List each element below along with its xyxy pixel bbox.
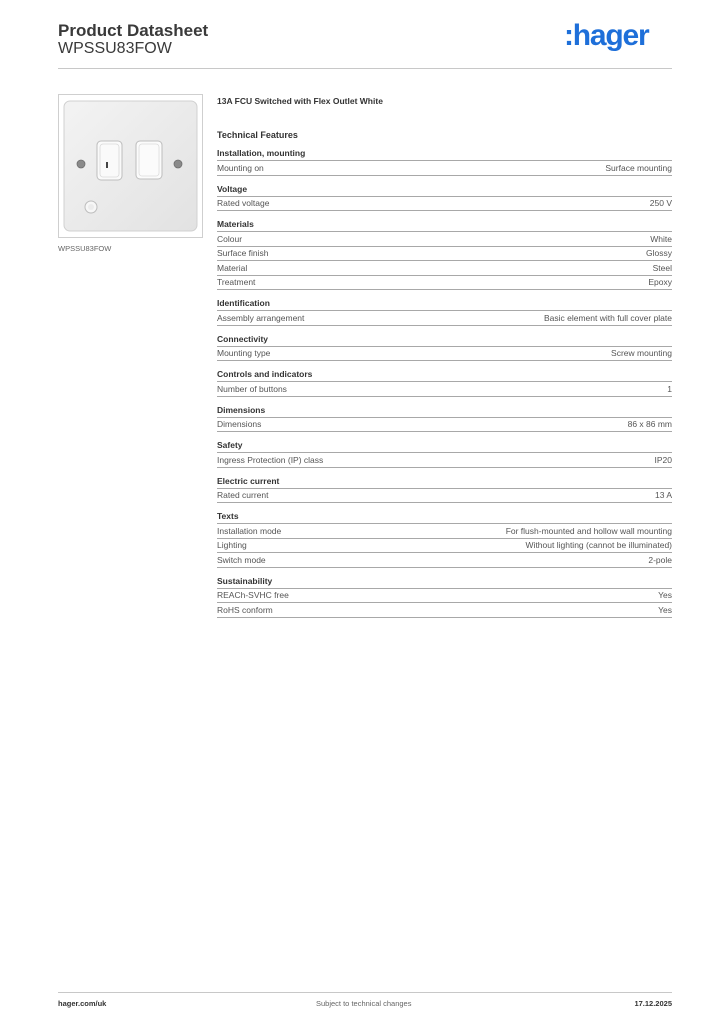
group-title: Dimensions (217, 405, 672, 418)
feature-label: REACh-SVHC free (217, 590, 289, 601)
feature-row (217, 453, 672, 468)
page-footer (58, 999, 672, 1011)
feature-group (217, 476, 672, 504)
feature-row (217, 197, 672, 212)
feature-label: Switch mode (217, 554, 266, 565)
feature-value: 250 V (649, 198, 672, 209)
feature-value: White (650, 233, 672, 244)
datasheet-content (217, 96, 672, 618)
feature-value: 86 x 86 mm (627, 419, 672, 430)
document-title: Product Datasheet (58, 21, 209, 40)
feature-value: 13 A (654, 490, 672, 501)
feature-row (217, 347, 672, 362)
feature-row (217, 489, 672, 504)
feature-group (217, 576, 672, 618)
page-header (58, 20, 672, 70)
footer-website: hager.com/uk (58, 999, 107, 1008)
feature-row (217, 418, 672, 433)
feature-label: Rated current (217, 490, 269, 501)
feature-group (217, 298, 672, 326)
product-image (58, 94, 203, 238)
feature-row (217, 539, 672, 554)
feature-row (217, 603, 672, 618)
feature-label: Lighting (217, 540, 247, 551)
feature-value: Basic element with full cover plate (543, 312, 672, 323)
product-code: WPSSU83FOW (58, 40, 172, 57)
feature-group (217, 405, 672, 433)
feature-label: Mounting on (217, 162, 264, 173)
group-title: Electric current (217, 476, 672, 489)
feature-row (217, 261, 672, 276)
feature-label: Dimensions (217, 419, 262, 430)
footer-notice: Subject to technical changes (316, 999, 412, 1008)
feature-row (217, 524, 672, 539)
group-title: Connectivity (217, 334, 672, 347)
feature-label: Mounting type (217, 348, 271, 359)
feature-label: Surface finish (217, 248, 269, 259)
feature-row (217, 553, 672, 568)
feature-row (217, 161, 672, 176)
product-name: 13A FCU Switched with Flex Outlet White (217, 96, 383, 106)
feature-group (217, 511, 672, 568)
feature-label: Ingress Protection (IP) class (217, 454, 324, 465)
feature-value: Glossy (646, 248, 672, 259)
header-divider (58, 68, 672, 69)
feature-label: Number of buttons (217, 383, 287, 394)
feature-row (217, 276, 672, 291)
feature-groups (217, 148, 672, 618)
section-title: Technical Features (217, 130, 298, 140)
feature-row (217, 232, 672, 247)
group-title: Voltage (217, 184, 672, 197)
image-caption: WPSSU83FOW (58, 244, 112, 253)
feature-value: Without lighting (cannot be illuminated) (525, 540, 672, 551)
footer-date: 17.12.2025 (634, 999, 672, 1008)
feature-row (217, 311, 672, 326)
feature-row (217, 589, 672, 604)
feature-group (217, 440, 672, 468)
feature-value: IP20 (654, 454, 672, 465)
feature-row (217, 382, 672, 397)
group-title: Materials (217, 219, 672, 232)
group-title: Sustainability (217, 576, 672, 589)
group-title: Controls and indicators (217, 369, 672, 382)
feature-row (217, 247, 672, 262)
feature-value: Steel (652, 262, 672, 273)
feature-value: Surface mounting (605, 162, 672, 173)
feature-label: Installation mode (217, 525, 282, 536)
feature-label: RoHS conform (217, 604, 273, 615)
feature-label: Assembly arrangement (217, 312, 305, 323)
feature-label: Treatment (217, 277, 256, 288)
footer-divider (58, 992, 672, 993)
feature-value: 2-pole (648, 554, 672, 565)
feature-value: Yes (658, 604, 672, 615)
feature-value: For flush-mounted and hollow wall mounting (505, 525, 672, 536)
feature-value: Epoxy (648, 277, 672, 288)
feature-group (217, 148, 672, 176)
feature-label: Colour (217, 233, 243, 244)
feature-label: Rated voltage (217, 198, 270, 209)
feature-value: Yes (658, 590, 672, 601)
feature-label: Material (217, 262, 248, 273)
logo-text: :hager (564, 19, 649, 52)
group-title: Safety (217, 440, 672, 453)
feature-group (217, 369, 672, 397)
feature-group (217, 219, 672, 290)
fused-spur-switch-plate-icon (59, 95, 202, 237)
feature-group (217, 184, 672, 212)
group-title: Identification (217, 298, 672, 311)
feature-group (217, 334, 672, 362)
group-title: Texts (217, 511, 672, 524)
group-title: Installation, mounting (217, 148, 672, 161)
hager-logo (564, 18, 656, 52)
feature-value: Screw mounting (611, 348, 672, 359)
feature-value: 1 (667, 383, 672, 394)
